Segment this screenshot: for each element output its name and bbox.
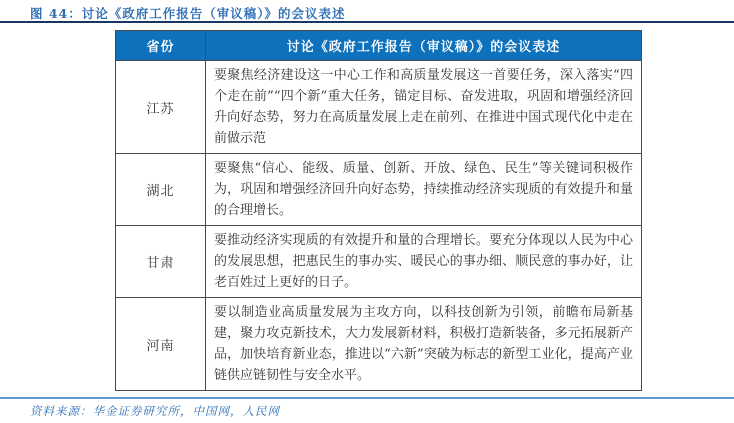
province-hubei: 湖北 <box>116 154 206 226</box>
meeting-statements-table <box>115 30 642 391</box>
figure-title: 图 44：讨论《政府工作报告（审议稿）》的会议表述 <box>30 6 346 21</box>
table-row <box>116 298 642 391</box>
source-note: 资料来源：华金证券研究所，中国网，人民网 <box>30 404 280 418</box>
header-statement: 讨论《政府工作报告（审议稿）》的会议表述 <box>206 31 642 61</box>
statement-jiangsu: 要聚焦经济建设这一中心工作和高质量发展这一首要任务，深入落实“四个走在前”“四个新”重大任务，锚定目标、奋发进取，巩固和增强经济回升向好态势，努力在高质量发展上走在前列、在推进中国式现代化中走在前做示范 <box>206 61 642 154</box>
table-row <box>116 226 642 298</box>
table-header-row <box>116 31 642 61</box>
statement-henan: 要以制造业高质量发展为主攻方向，以科技创新为引领，前瞻布局新基建，聚力攻克新技术，大力发展新材料，积极打造新装备，多元拓展新产品，加快培育新业态，推进以“六新”突破为标志的新型工业化，提高产业链供应链韧性与安全水平。 <box>206 298 642 391</box>
province-gansu: 甘肃 <box>116 226 206 298</box>
statement-gansu: 要推动经济实现质的有效提升和量的合理增长。要充分体现以人民为中心的发展思想，把惠民生的事办实、暖民心的事办细、顺民意的事办好，让老百姓过上更好的日子。 <box>206 226 642 298</box>
footer-divider <box>0 397 734 399</box>
table-row <box>116 154 642 226</box>
province-henan: 河南 <box>116 298 206 391</box>
header-province: 省份 <box>116 31 206 61</box>
statement-hubei: 要聚焦“信心、能级、质量、创新、开放、绿色、民生”等关键词积极作为，巩固和增强经济回升向好态势，持续推动经济实现质的有效提升和量的合理增长。 <box>206 154 642 226</box>
table-row <box>116 61 642 154</box>
title-divider <box>0 21 734 23</box>
province-jiangsu: 江苏 <box>116 61 206 154</box>
